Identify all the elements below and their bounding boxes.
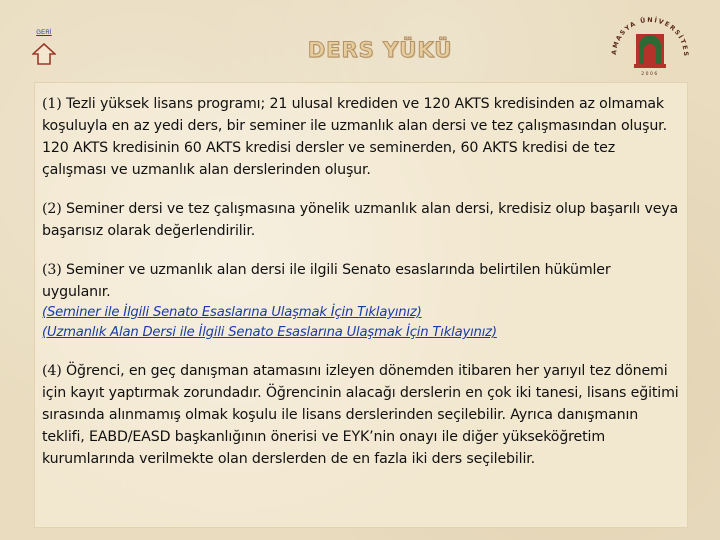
paragraph-3 (42, 259, 679, 343)
back-button-label[interactable]: GERİ (36, 30, 52, 36)
logo-year: 2006 (641, 72, 659, 77)
paragraph-number: (2) (42, 201, 62, 217)
paragraph-text: Tezli yüksek lisans programı; 21 ulusal krediden ve 120 AKTS kredisinden az olmamak koşuluyla en az yedi ders, bir seminer ile uzmanlık alan dersi ve tez çalışmasından oluşur. 120 AKTS kredisinin 60 AKTS kredisi dersler ve seminerden, 60 AKTS kredisi de tez çalışması ve uzmanlık alan derslerinden oluşur. (42, 96, 667, 178)
uzmanlik-esaslar-link[interactable]: (Uzmanlık Alan Dersi ile İlgili Senato Esaslarına Ulaşmak İçin Tıklayınız) (42, 325, 497, 340)
home-arrow-icon[interactable] (32, 42, 56, 66)
paragraph-text: Öğrenci, en geç danışman atamasını izleyen dönemden itibaren her yarıyıl tez dönemi için kayıt yaptırmak zorundadır. Öğrencinin alacağı derslerin en çok iki tanesi, lisans eğitimi sırasında alınmamış olmak koşulu ile lisans derslerinden seçilebilir. Ayrıca danışmanın teklifi, EABD/EASD başkanlığının önerisi ve EYK’nin onayı ile diğer yükseköğretim kurumlarında verilmekte olan derslerden de en fazla iki ders seçilebilir. (42, 363, 679, 467)
paragraph-1 (42, 93, 679, 181)
content-panel (34, 82, 688, 528)
back-button[interactable] (32, 30, 56, 68)
logo-ring-text: AMASYA ÜNİVERSİTES (610, 16, 690, 58)
paragraph-number: (3) (42, 262, 62, 278)
paragraph-4 (42, 360, 679, 470)
paragraph-text: Seminer ve uzmanlık alan dersi ile ilgili Senato esaslarında belirtilen hükümler uygulanır. (42, 262, 611, 300)
university-logo-icon (608, 12, 692, 82)
seminer-esaslar-link[interactable]: (Seminer ile İlgili Senato Esaslarına Ulaşmak İçin Tıklayınız) (42, 305, 422, 320)
paragraph-text: Seminer dersi ve tez çalışmasına yönelik uzmanlık alan dersi, kredisiz olup başarılı veya başarısız olarak değerlendirilir. (42, 201, 679, 239)
page-title: DERS YÜKÜ (307, 38, 453, 62)
paragraph-number: (1) (42, 96, 62, 112)
paragraph-number: (4) (42, 363, 62, 379)
paragraph-2 (42, 198, 679, 242)
